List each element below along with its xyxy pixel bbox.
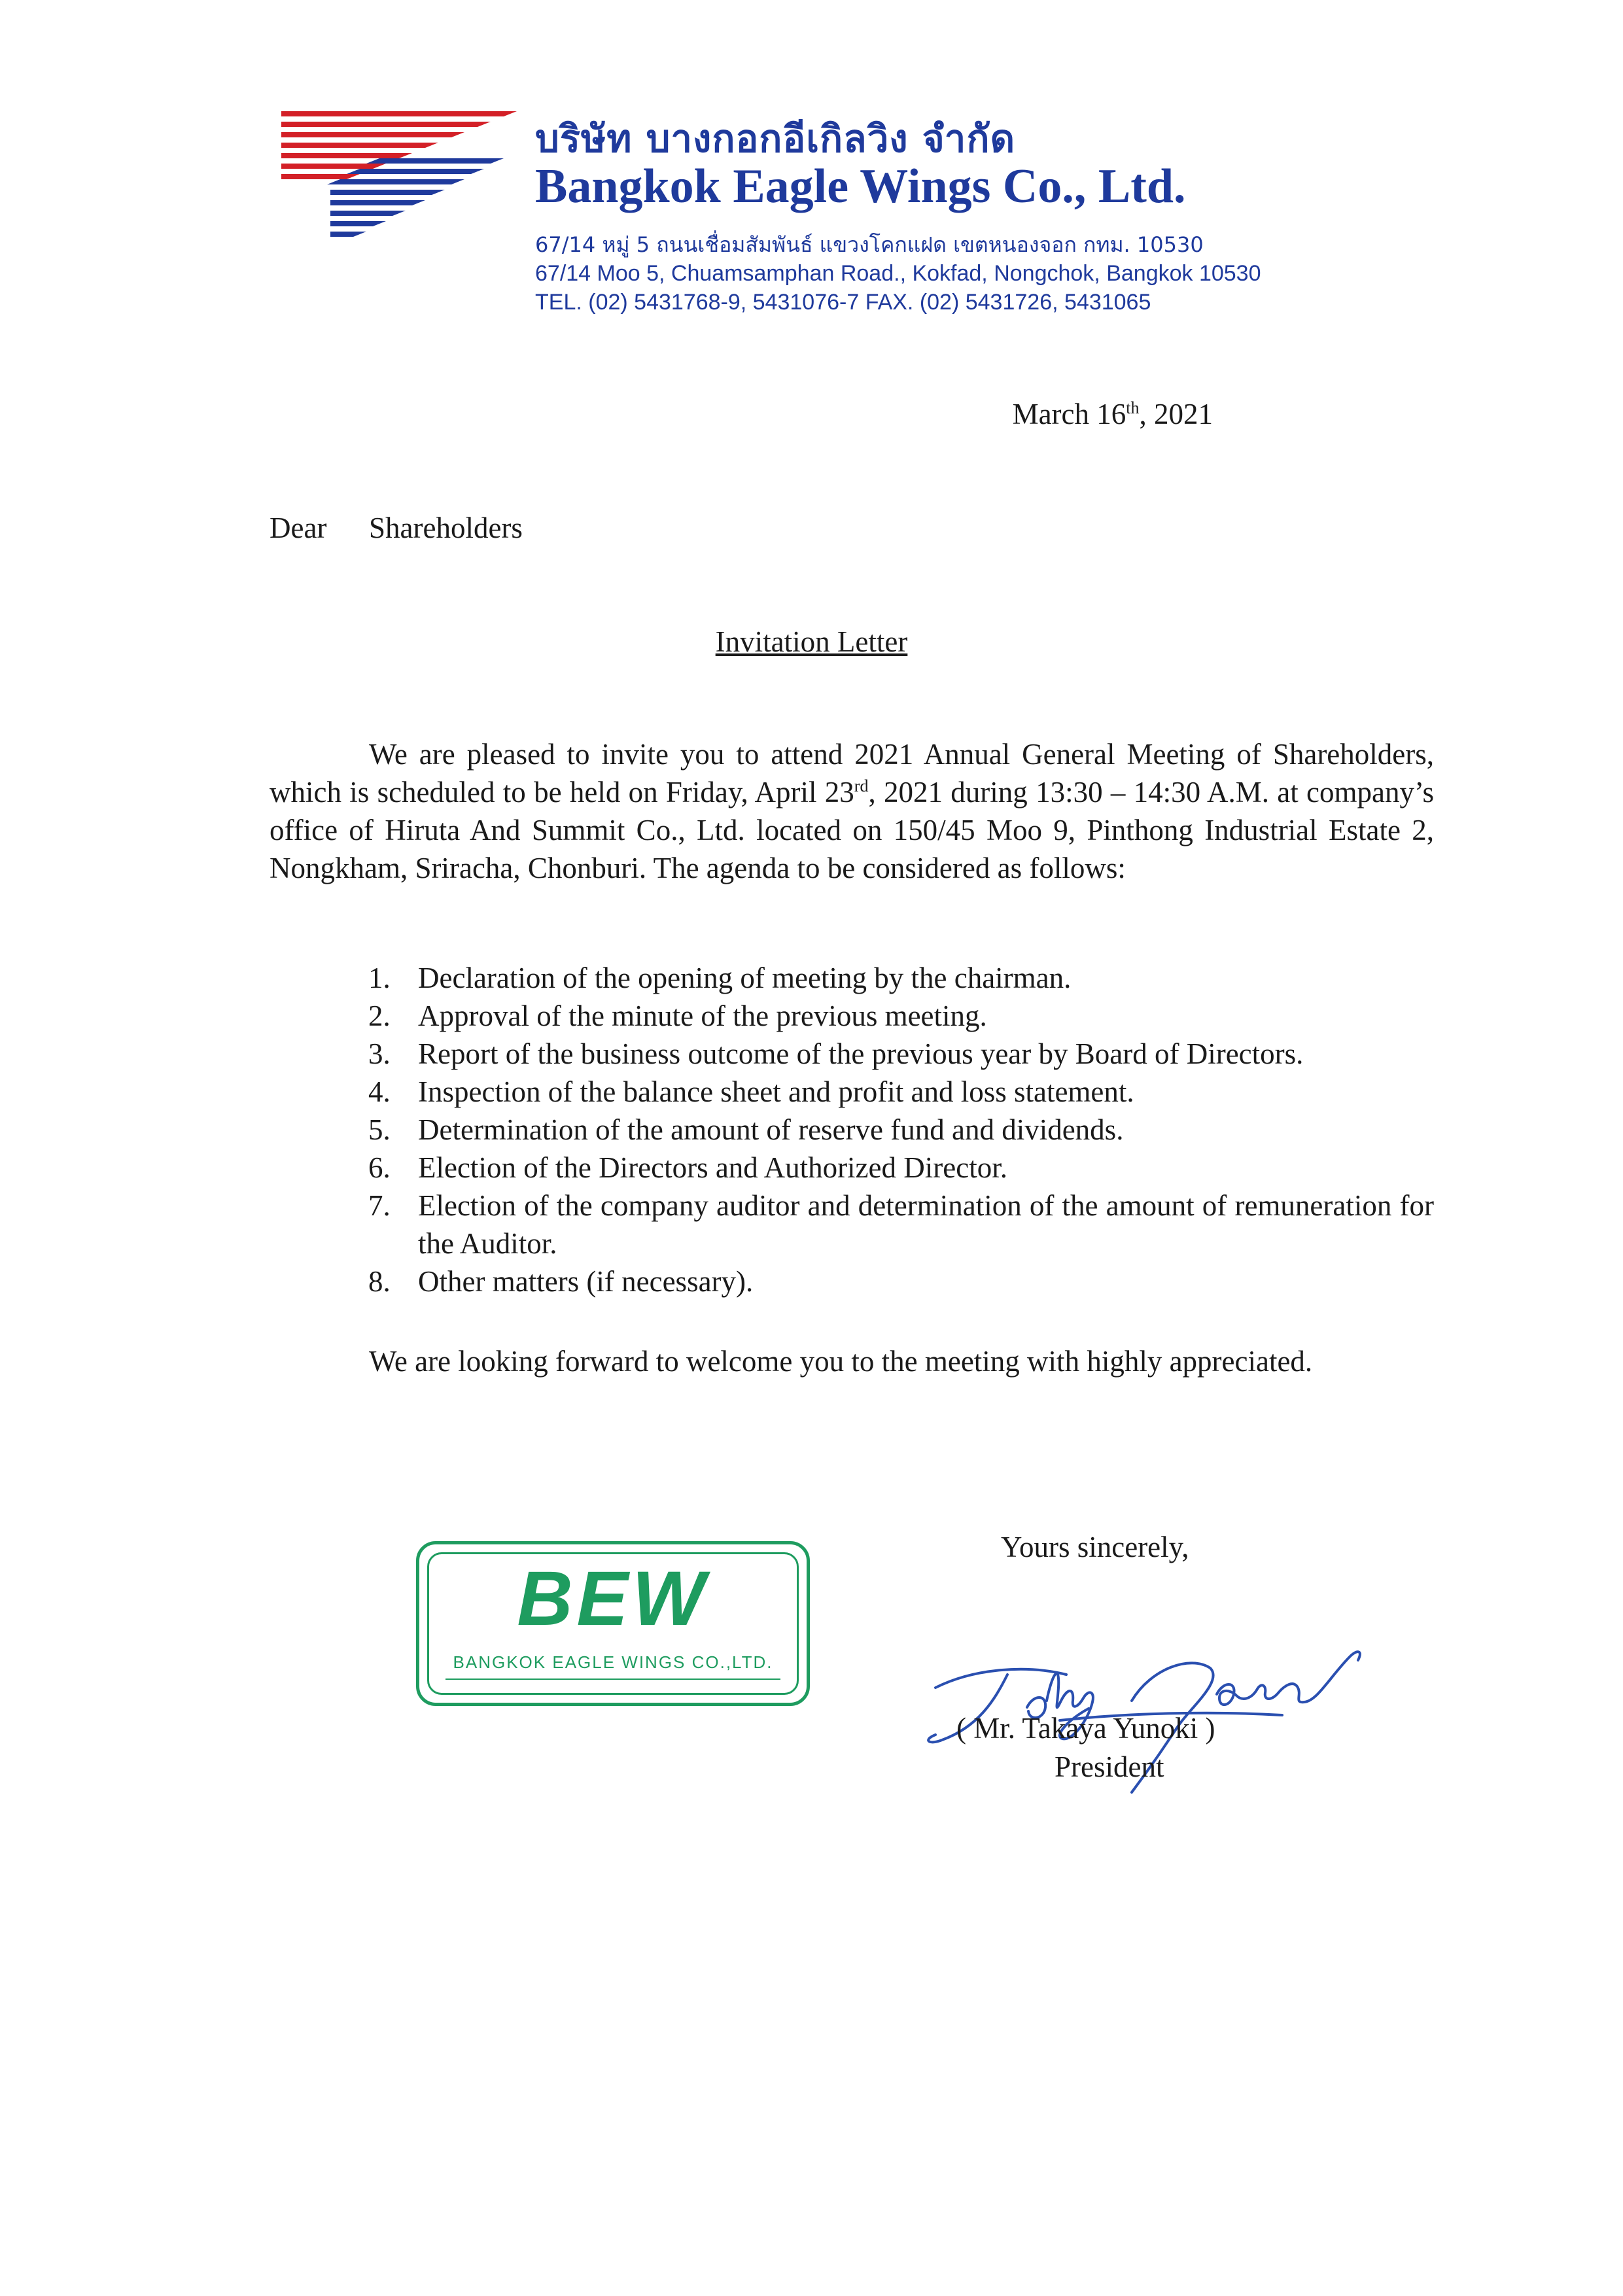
agenda-text: Inspection of the balance sheet and profit and loss statement. (418, 1075, 1134, 1108)
phone-fax: TEL. (02) 5431768-9, 5431076-7 FAX. (02) 5431726, 5431065 (535, 290, 1151, 315)
agenda-number: 1. (368, 962, 391, 994)
agenda-text: Determination of the amount of reserve fund and dividends. (418, 1113, 1124, 1146)
agenda-item (350, 1149, 1434, 1187)
agenda-number: 6. (368, 1151, 391, 1184)
date-year: , 2021 (1139, 398, 1213, 430)
agenda-number: 3. (368, 1037, 391, 1070)
date-suffix: th (1126, 398, 1140, 417)
stamp-underline (445, 1679, 780, 1680)
closing-line: We are looking forward to welcome you to the meeting with highly appreciated. (369, 1345, 1313, 1378)
agenda-number: 8. (368, 1265, 391, 1298)
agenda-item (350, 997, 1434, 1035)
intro-part-1: We are pleased to invite you to attend 2021 Annual General Meeting of Shareholders, which is scheduled to be held on Friday, April 23 (270, 738, 1434, 809)
address-english: 67/14 Moo 5, Chuamsamphan Road., Kokfad, Nongchok, Bangkok 10530 (535, 261, 1261, 286)
agenda-item (350, 1073, 1434, 1111)
agenda-number: 7. (368, 1189, 391, 1222)
letter-title: Invitation Letter (715, 625, 908, 658)
signer-name: ( Mr. Takaya Yunoki ) (956, 1712, 1215, 1745)
company-stamp (416, 1541, 810, 1706)
recipient: Shareholders (369, 512, 523, 544)
agenda-item (350, 1035, 1434, 1073)
agenda-text: Election of the Directors and Authorized Director. (418, 1151, 1007, 1184)
stamp-logo-text: BEW (517, 1556, 709, 1642)
agenda-number: 4. (368, 1075, 391, 1108)
agenda-text: Other matters (if necessary). (418, 1265, 754, 1298)
stripe-logo-icon (281, 111, 517, 242)
company-name-thai: บริษัท บางกอกอีเกิลวิง จำกัด (535, 116, 1016, 161)
salutation-line (270, 509, 523, 547)
agenda-item (350, 1187, 1434, 1262)
intro-paragraph (270, 735, 1434, 887)
company-name-english: Bangkok Eagle Wings Co., Ltd. (535, 160, 1186, 213)
agenda-number: 5. (368, 1113, 391, 1146)
signer-role: President (1055, 1750, 1164, 1783)
address-thai: 67/14 หมู่ 5 ถนนเชื่อมสัมพันธ์ แขวงโคกแฝด เขตหนองจอก กทม. 10530 (535, 232, 1204, 257)
agenda-text: Report of the business outcome of the previous year by Board of Directors. (418, 1037, 1304, 1070)
agenda-item (350, 1262, 1434, 1300)
agenda-text: Election of the company auditor and determination of the amount of remuneration for the Auditor. (418, 1189, 1434, 1260)
agenda-number: 2. (368, 1000, 391, 1032)
salutation: Dear (270, 512, 327, 544)
date-main: March 16 (1012, 398, 1126, 430)
stamp-company-text: BANGKOK EAGLE WINGS CO.,LTD. (453, 1652, 773, 1672)
agenda-text: Approval of the minute of the previous meeting. (418, 1000, 987, 1032)
agenda-item (350, 959, 1434, 997)
agenda-text: Declaration of the opening of meeting by the chairman. (418, 962, 1072, 994)
agenda-list (350, 959, 1434, 1300)
intro-suffix: rd (854, 776, 869, 795)
intro-part-2: , 2021 during 13:30 – 14:30 A.M. at company’s office of Hiruta And Summit Co., Ltd. located on 150/45 Moo 9, Pinthong Industrial Estate 2, Nongkham, Sriracha, Chonburi. The agenda to be considered as follows: (270, 776, 1434, 884)
complimentary-close: Yours sincerely, (1001, 1531, 1189, 1563)
letter-date (1013, 395, 1213, 433)
agenda-item (350, 1111, 1434, 1149)
